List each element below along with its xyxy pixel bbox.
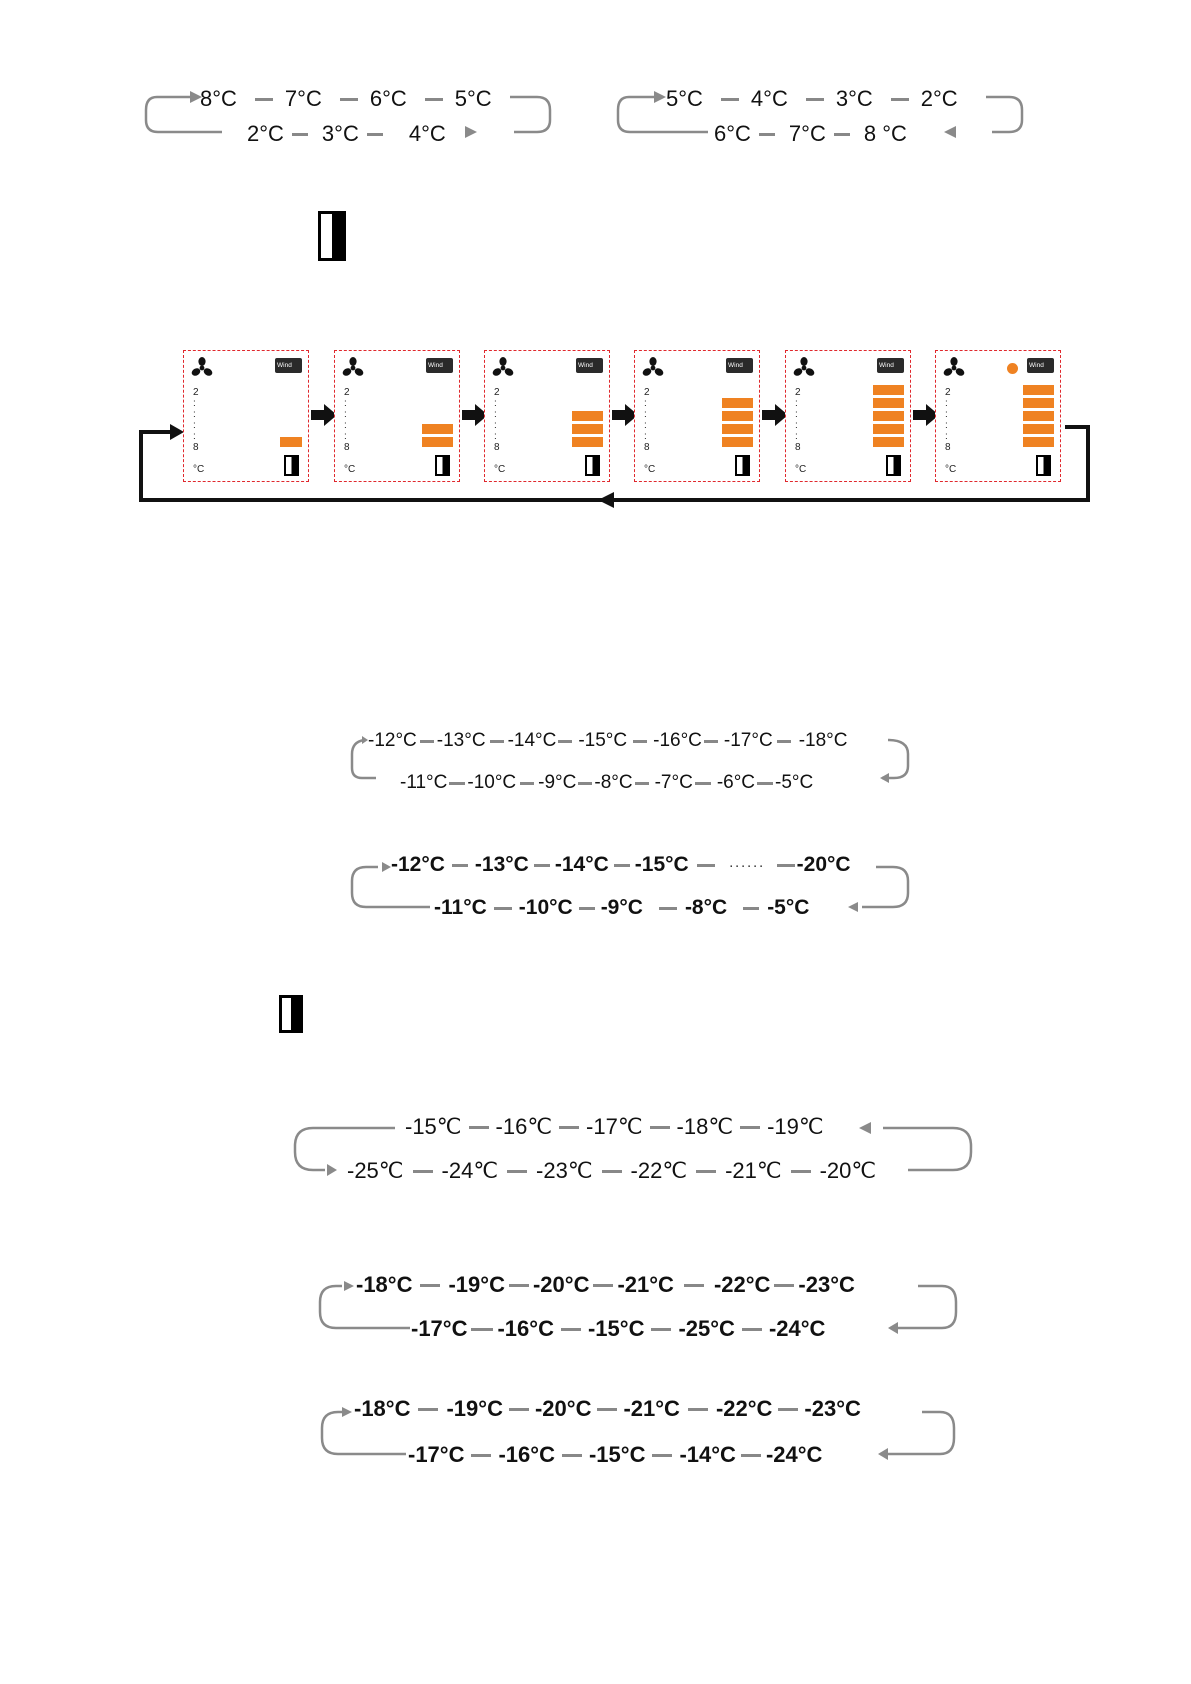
level-bar <box>1023 424 1054 434</box>
level-bar <box>280 437 302 447</box>
door-icon <box>886 455 901 476</box>
scale-mark: : <box>193 398 196 409</box>
level-bar <box>722 398 753 408</box>
level-bars <box>280 437 302 447</box>
wind-badge-label: Wind <box>879 362 894 369</box>
scale-mark: : <box>193 420 196 431</box>
temperature-scale <box>344 387 356 453</box>
scale-mark: : <box>795 398 798 409</box>
level-bar <box>422 437 453 447</box>
door-icon <box>284 455 299 476</box>
scale-mark: 8 <box>193 442 199 453</box>
temperature-scale <box>795 387 807 453</box>
level-bar <box>873 385 904 395</box>
level-bar <box>873 398 904 408</box>
wind-badge-icon <box>877 358 904 373</box>
scale-mark: : <box>644 431 647 442</box>
wind-badge-label: Wind <box>277 362 292 369</box>
scale-mark: : <box>795 420 798 431</box>
cycle-a-top: 8°C 7°C 6°C 5°C <box>200 86 492 111</box>
wind-badge-label: Wind <box>578 362 593 369</box>
indicator-dot-icon <box>1007 363 1018 374</box>
scale-mark: 8 <box>644 442 650 453</box>
display-panel <box>484 350 610 482</box>
cycle-b-top: 5°C 4°C 3°C 2°C <box>666 86 958 111</box>
scale-mark: : <box>644 420 647 431</box>
cycle-e-bottom: -25℃ -24℃ -23℃ -22℃ -21℃ -20℃ <box>347 1158 877 1183</box>
cycle-c <box>348 728 918 798</box>
scale-mark: : <box>193 409 196 420</box>
temperature-scale <box>193 387 205 453</box>
wind-badge-icon <box>426 358 453 373</box>
scale-mark: : <box>193 431 196 442</box>
cycle-f-bottom: -17°C -16°C -15°C -25°C -24°C <box>411 1316 826 1341</box>
arrow-head-icon <box>170 424 184 440</box>
door-icon <box>279 995 303 1033</box>
display-panel <box>935 350 1061 482</box>
scale-mark: : <box>344 398 347 409</box>
scale-mark: : <box>945 398 948 409</box>
cycle-d-top: -12°C -13°C -14°C -15°C ······ -20°C <box>391 853 851 876</box>
scale-mark: : <box>644 398 647 409</box>
scale-mark: : <box>344 420 347 431</box>
unit-label: °C <box>945 464 957 475</box>
wind-badge-icon <box>275 358 302 373</box>
level-bar <box>1023 398 1054 408</box>
level-bar <box>1023 411 1054 421</box>
cycle-a-bottom: 2°C 3°C 4°C <box>247 121 446 146</box>
cycle-g-top: -18°C -19°C -20°C -21°C -22°C -23°C <box>354 1396 861 1421</box>
cycle-e-top: -15℃ -16℃ -17℃ -18℃ -19℃ <box>405 1114 824 1139</box>
scale-mark: : <box>795 409 798 420</box>
level-bar <box>722 437 753 447</box>
cycle-d-bottom: -11°C -10°C -9°C -8°C -5°C <box>434 896 810 919</box>
scale-mark: : <box>344 409 347 420</box>
level-bar <box>722 411 753 421</box>
level-bar <box>572 424 603 434</box>
fan-icon <box>943 357 965 377</box>
cycle-g <box>318 1394 968 1470</box>
scale-mark: : <box>494 431 497 442</box>
cycle-f <box>316 1270 966 1344</box>
unit-label: °C <box>344 464 356 475</box>
wind-badge-icon <box>1027 358 1054 373</box>
cycle-b-bottom: 6°C 7°C 8 °C <box>714 121 907 146</box>
display-panel <box>334 350 460 482</box>
level-bars <box>1023 385 1054 447</box>
level-bar <box>1023 385 1054 395</box>
wind-badge-label: Wind <box>728 362 743 369</box>
cycle-d <box>348 851 918 923</box>
scale-mark: 2 <box>644 387 650 398</box>
level-bars <box>873 385 904 447</box>
scale-mark: 2 <box>344 387 350 398</box>
scale-mark: 2 <box>494 387 500 398</box>
fan-icon <box>793 357 815 377</box>
cycle-e <box>291 1112 981 1186</box>
cycle-g-bottom: -17°C -16°C -15°C -14°C -24°C <box>408 1442 823 1467</box>
display-panel <box>634 350 760 482</box>
fan-icon <box>191 357 213 377</box>
door-icon <box>1036 455 1051 476</box>
scale-mark: 8 <box>795 442 801 453</box>
scale-mark: : <box>795 431 798 442</box>
fan-icon <box>492 357 514 377</box>
door-icon <box>435 455 450 476</box>
scale-mark: : <box>344 431 347 442</box>
level-bar <box>1023 437 1054 447</box>
door-icon <box>585 455 600 476</box>
scale-mark: 8 <box>344 442 350 453</box>
scale-mark: 2 <box>945 387 951 398</box>
wind-badge-label: Wind <box>428 362 443 369</box>
level-bars <box>572 411 603 447</box>
level-bar <box>873 437 904 447</box>
level-bar <box>422 424 453 434</box>
scale-mark: : <box>494 420 497 431</box>
display-panel <box>785 350 911 482</box>
unit-label: °C <box>795 464 807 475</box>
wind-badge-icon <box>726 358 753 373</box>
level-bars <box>422 424 453 447</box>
scale-mark: : <box>945 409 948 420</box>
cycle-c-bottom: -11°C -10°C -9°C -8°C -7°C -6°C -5°C <box>400 772 814 793</box>
scale-mark: : <box>644 409 647 420</box>
scale-mark: 8 <box>945 442 951 453</box>
scale-mark: : <box>945 420 948 431</box>
arrow-head-icon <box>598 492 614 508</box>
scale-mark: : <box>494 398 497 409</box>
door-icon <box>735 455 750 476</box>
scale-mark: : <box>494 409 497 420</box>
level-bar <box>722 424 753 434</box>
wind-badge-icon <box>576 358 603 373</box>
display-panel <box>183 350 309 482</box>
temperature-scale <box>494 387 506 453</box>
cycle-f-top: -18°C -19°C -20°C -21°C -22°C -23°C <box>356 1272 855 1297</box>
level-bar <box>572 411 603 421</box>
unit-label: °C <box>193 464 205 475</box>
level-bars <box>722 398 753 447</box>
scale-mark: 2 <box>795 387 801 398</box>
fan-icon <box>642 357 664 377</box>
level-bar <box>572 437 603 447</box>
scale-mark: 8 <box>494 442 500 453</box>
cycle-c-top: -12°C -13°C -14°C -15°C -16°C -17°C -18°C <box>368 730 848 751</box>
wind-badge-label: Wind <box>1029 362 1044 369</box>
unit-label: °C <box>644 464 656 475</box>
level-bar <box>873 424 904 434</box>
level-bar <box>873 411 904 421</box>
unit-label: °C <box>494 464 506 475</box>
fan-icon <box>342 357 364 377</box>
scale-mark: 2 <box>193 387 199 398</box>
scale-mark: : <box>945 431 948 442</box>
temperature-scale <box>644 387 656 453</box>
temperature-scale <box>945 387 957 453</box>
display-sequence <box>0 0 1191 520</box>
